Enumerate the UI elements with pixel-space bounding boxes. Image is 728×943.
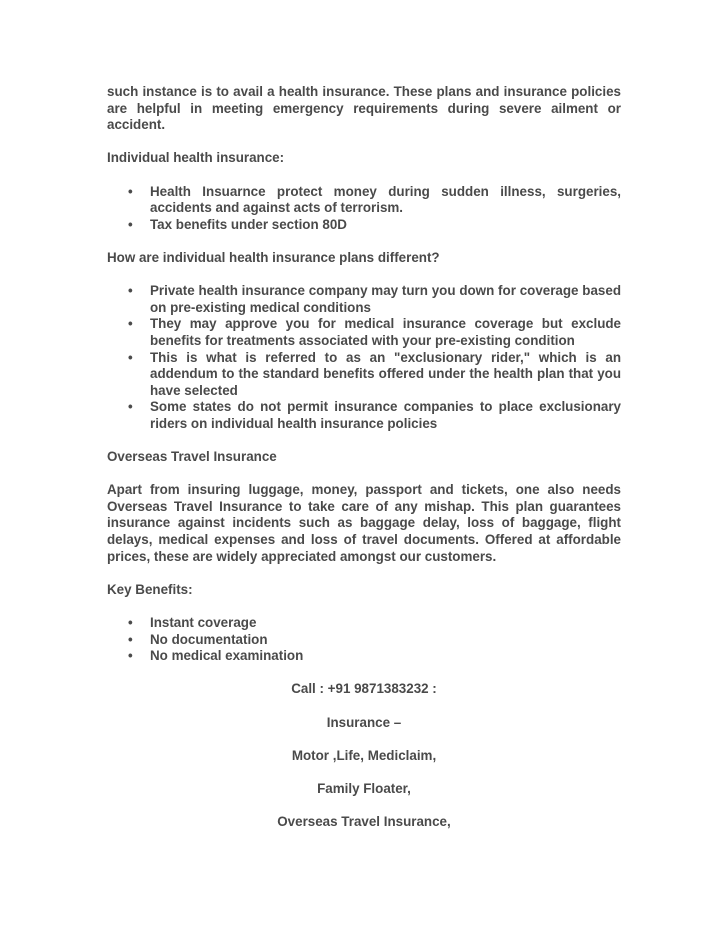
heading-plans-different: How are individual health insurance plans different? bbox=[107, 249, 440, 265]
list-item: • No medical examination bbox=[128, 648, 304, 664]
bullet-icon: • bbox=[128, 283, 133, 299]
heading-overseas-travel-insurance: Overseas Travel Insurance bbox=[107, 449, 277, 465]
list-item: • They may approve you for medical insurance coverage but exclude benefits for treatments associated with your pre-existing condition bbox=[128, 316, 621, 348]
overseas-paragraph: Apart from insuring luggage, money, passport and tickets, one also needs Overseas Travel Insurance to take care of any mishap. This plan guarantees insurance against incidents such as baggage delay, loss of baggage, flight delays, medical expenses and loss of travel documents. Offered at affordable prices, these are widely appreciated amongst our customers. bbox=[107, 482, 621, 564]
bullet-icon: • bbox=[128, 316, 133, 332]
list-key-benefits bbox=[107, 615, 621, 665]
list-individual-benefits bbox=[107, 184, 621, 234]
footer-motor-life-line: Motor ,Life, Mediclaim, bbox=[291, 747, 437, 763]
list-item: • This is what is referred to as an "exclusionary rider," which is an addendum to the standard benefits offered under the health plan that you have selected bbox=[128, 349, 621, 398]
document-page bbox=[107, 84, 621, 847]
list-item: • Some states do not permit insurance companies to place exclusionary riders on individual health insurance policies bbox=[128, 399, 621, 431]
footer-insurance-line: Insurance – bbox=[326, 714, 402, 730]
bullet-icon: • bbox=[128, 216, 133, 232]
bullet-icon: • bbox=[128, 349, 133, 365]
bullet-icon: • bbox=[128, 399, 133, 415]
heading-individual-health-insurance: Individual health insurance: bbox=[107, 150, 285, 166]
bullet-icon: • bbox=[128, 648, 133, 664]
list-item: • Tax benefits under section 80D bbox=[128, 216, 347, 232]
bullet-icon: • bbox=[128, 615, 133, 630]
intro-paragraph: such instance is to avail a health insurance. These plans and insurance policies are helpful in meeting emergency requirements during severe ailment or accident. bbox=[107, 84, 621, 133]
footer-overseas-line: Overseas Travel Insurance, bbox=[277, 814, 451, 830]
heading-key-benefits: Key Benefits: bbox=[107, 581, 193, 597]
list-item: • Instant coverage bbox=[128, 615, 257, 630]
footer-family-floater-line: Family Floater, bbox=[317, 780, 411, 796]
contact-phone-line: Call : +91 9871383232 : bbox=[291, 681, 437, 697]
list-item: • Private health insurance company may turn you down for coverage based on pre-existing medical conditions bbox=[128, 283, 621, 315]
bullet-icon: • bbox=[128, 183, 133, 199]
list-item: • Health Insuarnce protect money during sudden illness, surgeries, accidents and against acts of terrorism. bbox=[128, 183, 621, 216]
list-item: • No documentation bbox=[128, 631, 268, 647]
list-plan-differences bbox=[107, 283, 621, 432]
bullet-icon: • bbox=[128, 631, 133, 647]
